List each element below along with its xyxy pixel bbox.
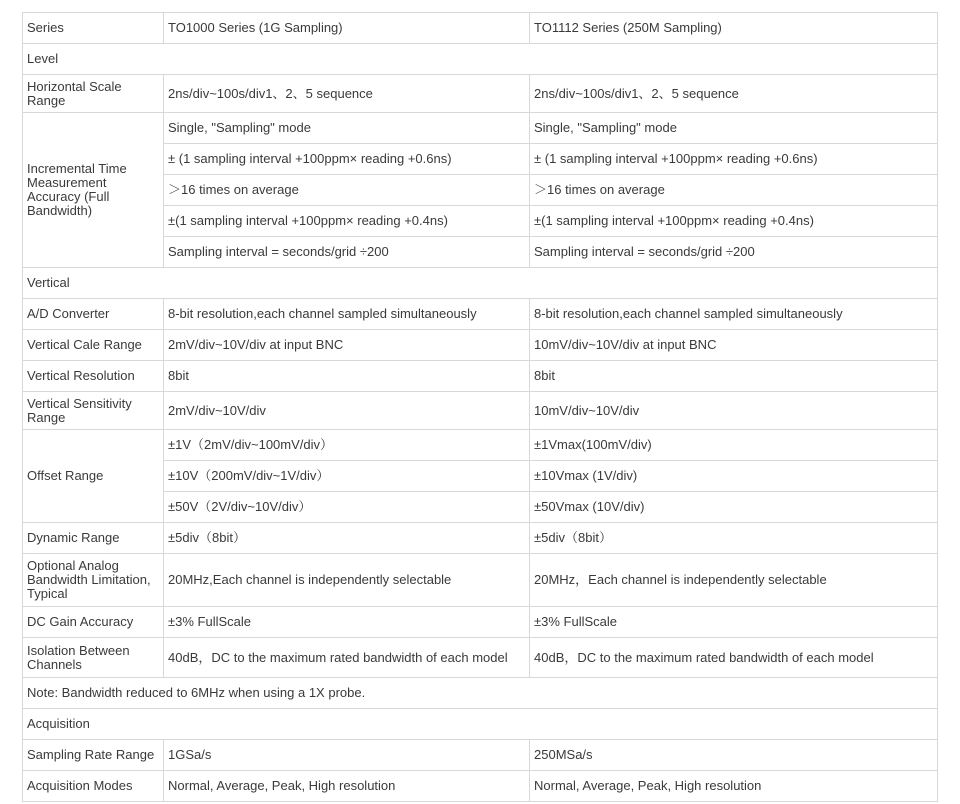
sampling-rate-col1: 1GSa/s xyxy=(164,740,530,771)
ad-converter-label: A/D Converter xyxy=(23,299,164,330)
time-accuracy-r3-col1: ＞16 times on average xyxy=(164,175,530,206)
vertical-scale-col1: 2mV/div~10V/div at input BNC xyxy=(164,330,530,361)
table-row xyxy=(23,330,938,361)
time-accuracy-r1-col1: Single, "Sampling" mode xyxy=(164,113,530,144)
dc-gain-col2: ±3% FullScale xyxy=(530,607,938,638)
series-label: Series xyxy=(23,13,164,44)
section-row xyxy=(23,709,938,740)
table-row xyxy=(23,113,938,144)
table-row xyxy=(23,740,938,771)
time-accuracy-r4-col2: ±(1 sampling interval +100ppm× reading +0.4ns) xyxy=(530,206,938,237)
vertical-resolution-col2: 8bit xyxy=(530,361,938,392)
acq-modes-label: Acquisition Modes xyxy=(23,771,164,802)
spec-table xyxy=(22,12,938,802)
dynamic-range-col2: ±5div（8bit） xyxy=(530,523,938,554)
offset-range-r3-col1: ±50V（2V/div~10V/div） xyxy=(164,492,530,523)
section-row xyxy=(23,44,938,75)
section-level: Level xyxy=(23,44,938,75)
table-row xyxy=(23,392,938,430)
dc-gain-label: DC Gain Accuracy xyxy=(23,607,164,638)
bandwidth-limit-col1: 20MHz,Each channel is independently selectable xyxy=(164,554,530,607)
acq-modes-col1: Normal, Average, Peak, High resolution xyxy=(164,771,530,802)
horizontal-scale-label: Horizontal Scale Range xyxy=(23,75,164,113)
table-row xyxy=(23,638,938,678)
time-accuracy-r3-col2: ＞16 times on average xyxy=(530,175,938,206)
time-accuracy-r5-col1: Sampling interval = seconds/grid ÷200 xyxy=(164,237,530,268)
offset-range-r3-col2: ±50Vmax (10V/div) xyxy=(530,492,938,523)
vertical-resolution-label: Vertical Resolution xyxy=(23,361,164,392)
offset-range-label: Offset Range xyxy=(23,430,164,523)
table-row xyxy=(23,523,938,554)
section-row xyxy=(23,268,938,299)
vertical-sensitivity-col1: 2mV/div~10V/div xyxy=(164,392,530,430)
table-row xyxy=(23,430,938,461)
table-row xyxy=(23,299,938,330)
time-accuracy-r2-col2: ± (1 sampling interval +100ppm× reading +0.6ns) xyxy=(530,144,938,175)
note-row xyxy=(23,678,938,709)
table-row xyxy=(23,13,938,44)
offset-range-r1-col2: ±1Vmax(100mV/div) xyxy=(530,430,938,461)
ad-converter-col2: 8-bit resolution,each channel sampled simultaneously xyxy=(530,299,938,330)
section-acquisition: Acquisition xyxy=(23,709,938,740)
offset-range-r2-col1: ±10V（200mV/div~1V/div） xyxy=(164,461,530,492)
dc-gain-col1: ±3% FullScale xyxy=(164,607,530,638)
table-row xyxy=(23,607,938,638)
time-accuracy-r2-col1: ± (1 sampling interval +100ppm× reading +0.6ns) xyxy=(164,144,530,175)
isolation-col2: 40dB，DC to the maximum rated bandwidth of each model xyxy=(530,638,938,678)
offset-range-r1-col1: ±1V（2mV/div~100mV/div） xyxy=(164,430,530,461)
isolation-label: Isolation Between Channels xyxy=(23,638,164,678)
table-row xyxy=(23,361,938,392)
bandwidth-limit-label: Optional Analog Bandwidth Limitation, Typical xyxy=(23,554,164,607)
vertical-scale-label: Vertical Cale Range xyxy=(23,330,164,361)
sampling-rate-label: Sampling Rate Range xyxy=(23,740,164,771)
time-accuracy-label: Incremental Time Measurement Accuracy (Full Bandwidth) xyxy=(23,113,164,268)
isolation-col1: 40dB，DC to the maximum rated bandwidth of each model xyxy=(164,638,530,678)
time-accuracy-r4-col1: ±(1 sampling interval +100ppm× reading +0.4ns) xyxy=(164,206,530,237)
dynamic-range-col1: ±5div（8bit） xyxy=(164,523,530,554)
sampling-rate-col2: 250MSa/s xyxy=(530,740,938,771)
section-vertical: Vertical xyxy=(23,268,938,299)
vertical-resolution-col1: 8bit xyxy=(164,361,530,392)
vertical-sensitivity-col2: 10mV/div~10V/div xyxy=(530,392,938,430)
series-col2: TO1112 Series (250M Sampling) xyxy=(530,13,938,44)
ad-converter-col1: 8-bit resolution,each channel sampled simultaneously xyxy=(164,299,530,330)
note-text: Note: Bandwidth reduced to 6MHz when using a 1X probe. xyxy=(23,678,938,709)
table-row xyxy=(23,771,938,802)
offset-range-r2-col2: ±10Vmax (1V/div) xyxy=(530,461,938,492)
bandwidth-limit-col2: 20MHz，Each channel is independently selectable xyxy=(530,554,938,607)
vertical-scale-col2: 10mV/div~10V/div at input BNC xyxy=(530,330,938,361)
table-row xyxy=(23,75,938,113)
vertical-sensitivity-label: Vertical Sensitivity Range xyxy=(23,392,164,430)
acq-modes-col2: Normal, Average, Peak, High resolution xyxy=(530,771,938,802)
table-row xyxy=(23,554,938,607)
series-col1: TO1000 Series (1G Sampling) xyxy=(164,13,530,44)
time-accuracy-r1-col2: Single, "Sampling" mode xyxy=(530,113,938,144)
time-accuracy-r5-col2: Sampling interval = seconds/grid ÷200 xyxy=(530,237,938,268)
dynamic-range-label: Dynamic Range xyxy=(23,523,164,554)
horizontal-scale-col1: 2ns/div~100s/div1、2、5 sequence xyxy=(164,75,530,113)
horizontal-scale-col2: 2ns/div~100s/div1、2、5 sequence xyxy=(530,75,938,113)
